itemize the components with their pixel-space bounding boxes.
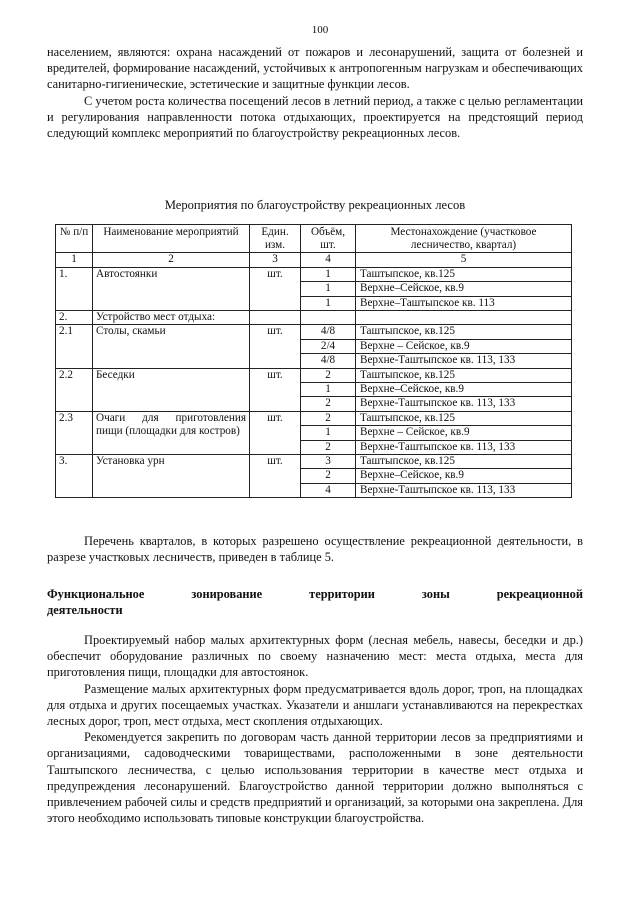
header-unit: Един. изм.: [250, 225, 301, 253]
table-row: [56, 368, 572, 382]
column-number: 3: [250, 253, 301, 267]
table-block: [47, 197, 583, 498]
row-volume: 1: [301, 426, 356, 440]
section-heading-line-2: деятельности: [47, 603, 123, 618]
row-location: Верхне-Таштыпское кв. 113, 133: [356, 483, 572, 497]
body-block: [47, 632, 583, 826]
header-name: Наименование мероприятий: [93, 225, 250, 253]
row-volume: 2: [301, 368, 356, 382]
row-number: 2.2: [56, 368, 93, 411]
row-volume: 2: [301, 411, 356, 425]
row-location: Верхне–Сейское, кв.9: [356, 282, 572, 296]
row-volume: 3: [301, 455, 356, 469]
after-table-paragraph: Перечень кварталов, в которых разрешено осуществление рекреационной деятельности, в разрезе участковых лесничеств, приведен в таблице 5.: [47, 534, 583, 565]
row-unit: шт.: [250, 325, 301, 368]
row-unit: шт.: [250, 368, 301, 411]
row-measure-name: Автостоянки: [93, 267, 250, 310]
row-location: Верхне-Таштыпское кв. 113, 133: [356, 397, 572, 411]
section-heading: [47, 586, 583, 618]
row-unit: шт.: [250, 455, 301, 498]
row-location: Верхне–Сейское, кв.9: [356, 469, 572, 483]
row-location: Верхне – Сейское, кв.9: [356, 339, 572, 353]
row-location: Таштыпское, кв.125: [356, 368, 572, 382]
row-volume: 1: [301, 267, 356, 281]
row-location: Верхне–Сейское, кв.9: [356, 383, 572, 397]
column-number: 5: [356, 253, 572, 267]
header-volume: Объём, шт.: [301, 225, 356, 253]
header-location: Местонахождение (участковое лесничество, квартал): [356, 225, 572, 253]
row-volume: 1: [301, 282, 356, 296]
row-volume: 2/4: [301, 339, 356, 353]
table-title: Мероприятия по благоустройству рекреационных лесов: [164, 198, 466, 212]
row-location: Таштыпское, кв.125: [356, 455, 572, 469]
row-number: 2.1: [56, 325, 93, 368]
intro-block: [47, 44, 583, 141]
row-location: Таштыпское, кв.125: [356, 267, 572, 281]
row-unit: [250, 311, 301, 325]
row-location: Верхне-Таштыпское кв. 113, 133: [356, 440, 572, 454]
column-number: 1: [56, 253, 93, 267]
intro-paragraph-2: С учетом роста количества посещений лесов в летний период, а также с целью регламентации и регулирования направленности потока отдыхающих, проектируется на предстоящий период следующий комплекс мероприятий по благоустройству рекреационных лесов.: [47, 93, 583, 141]
row-location: Верхне-Таштыпское кв. 113, 133: [356, 354, 572, 368]
row-number: 2.3: [56, 411, 93, 454]
row-number: 3.: [56, 455, 93, 498]
table-row: [56, 325, 572, 339]
row-location: Верхне – Сейское, кв.9: [356, 426, 572, 440]
column-number: 2: [93, 253, 250, 267]
row-location: [356, 311, 572, 325]
row-measure-name: Устройство мест отдыха:: [93, 311, 250, 325]
row-volume: 4/8: [301, 354, 356, 368]
table-row: [56, 411, 572, 425]
row-unit: шт.: [250, 267, 301, 310]
column-number-row: [56, 253, 572, 267]
table-row: [56, 455, 572, 469]
row-location: Таштыпское, кв.125: [356, 325, 572, 339]
row-location: Верхне–Таштыпское кв. 113: [356, 296, 572, 310]
row-volume: 2: [301, 469, 356, 483]
header-num: № п/п: [56, 225, 93, 253]
table-row: [56, 267, 572, 281]
table-header-row: [56, 225, 572, 253]
section-heading-line-1: Функциональное зонирование территории зоны рекреационной: [47, 587, 583, 601]
row-measure-name: Беседки: [93, 368, 250, 411]
table-body: [56, 267, 572, 498]
after-table-block: [47, 533, 583, 565]
row-volume: 4/8: [301, 325, 356, 339]
body-paragraph-2: Размещение малых архитектурных форм предусматривается вдоль дорог, троп, на площадках для отдыха и других посещаемых участках. Указатели и аншлаги устанавливаются на перекрестках лесных дорог, троп, мест отдыха, мест скопления отдыхающих.: [47, 681, 583, 729]
intro-paragraph-1: населением, являются: охрана насаждений от пожаров и лесонарушений, защита от болезней и вредителей, формирование насаждений, устойчивых к антропогенным нагрузкам и обеспечивающих санитарно-гигиенические, эстетические и защитные функции лесов.: [47, 45, 583, 92]
row-volume: 2: [301, 440, 356, 454]
row-volume: 2: [301, 397, 356, 411]
row-measure-name: Установка урн: [93, 455, 250, 498]
row-number: 1.: [56, 267, 93, 310]
measures-table: [55, 224, 572, 498]
body-paragraph-1: Проектируемый набор малых архитектурных форм (лесная мебель, навесы, беседки и др.) обеспечит оборудование различных по своему назначению мест: места отдыха, места для приготовления пищи, площадки для автостоянок.: [47, 633, 583, 680]
table-row: [56, 311, 572, 325]
row-measure-name: Столы, скамьи: [93, 325, 250, 368]
row-volume: 4: [301, 483, 356, 497]
row-measure-name: Очаги для приготовления пищи (площадки для костров): [93, 411, 250, 454]
column-number: 4: [301, 253, 356, 267]
body-paragraph-3: Рекомендуется закрепить по договорам часть данной территории лесов за предприятиями и организациями, садоводческими товариществами, расположенными в зоне деятельности Таштыпского лесничества, с целью использования территории в качестве мест отдыха и предупреждения лесонарушений. Благоустройство данной территории должно выполняться с привлечением рабочей силы и средств предприятий и организаций, за которыми она закреплена. Для этого необходимо использовать типовые конструкции благоустройства.: [47, 730, 583, 826]
row-volume: [301, 311, 356, 325]
page-number: 100: [311, 24, 329, 36]
row-volume: 1: [301, 383, 356, 397]
row-unit: шт.: [250, 411, 301, 454]
row-location: Таштыпское, кв.125: [356, 411, 572, 425]
row-volume: 1: [301, 296, 356, 310]
row-number: 2.: [56, 311, 93, 325]
